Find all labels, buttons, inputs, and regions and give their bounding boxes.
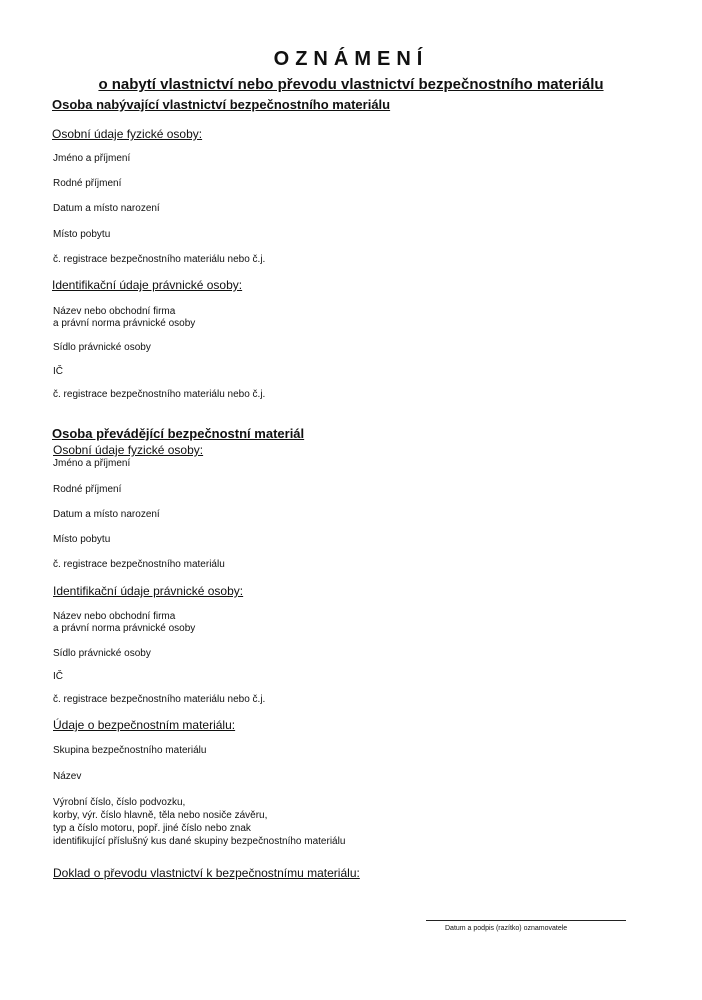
transferor-residence-label: Místo pobytu xyxy=(53,534,111,545)
transferor-birth-date-place-label: Datum a místo narození xyxy=(53,509,160,520)
signature-label: Datum a podpis (razítko) oznamovatele xyxy=(445,925,568,932)
material-serial-label-line-3: typ a číslo motoru, popř. jiné číslo nebo znak xyxy=(53,823,251,834)
acquirer-company-name-label: Název nebo obchodní firma xyxy=(53,306,176,317)
acquirer-heading: Osoba nabývající vlastnictví bezpečnostního materiálu xyxy=(52,97,391,112)
transferor-ico-label: IČ xyxy=(53,671,63,682)
transferor-heading: Osoba převádějící bezpečnostní materiál xyxy=(52,426,305,441)
acquirer-natural-heading: Osobní údaje fyzické osoby: xyxy=(52,127,203,141)
transferor-legal-heading: Identifikační údaje právnické osoby: xyxy=(53,584,244,598)
transferor-birth-surname-label: Rodné příjmení xyxy=(53,484,122,495)
transferor-legal-form-label: a právní norma právnické osoby xyxy=(53,623,196,634)
material-group-label: Skupina bezpečnostního materiálu xyxy=(53,745,207,756)
document-title: OZNÁMENÍ xyxy=(273,48,429,70)
transferor-legal-registration-label: č. registrace bezpečnostního materiálu nebo č.j. xyxy=(53,694,266,705)
transferor-full-name-label: Jméno a příjmení xyxy=(53,458,131,469)
acquirer-legal-form-label: a právní norma právnické osoby xyxy=(53,318,196,329)
transferor-natural-heading: Osobní údaje fyzické osoby: xyxy=(53,443,204,457)
acquirer-seat-label: Sídlo právnické osoby xyxy=(53,342,151,353)
material-name-label: Název xyxy=(53,771,82,782)
transfer-proof-heading: Doklad o převodu vlastnictví k bezpečnostnímu materiálu: xyxy=(53,866,360,880)
acquirer-natural-registration-label: č. registrace bezpečnostního materiálu nebo č.j. xyxy=(53,254,266,265)
signature-line xyxy=(426,920,626,921)
material-serial-label-line-2: korby, výr. číslo hlavně, těla nebo nosiče závěru, xyxy=(53,810,268,821)
acquirer-birth-surname-label: Rodné příjmení xyxy=(53,178,122,189)
acquirer-birth-date-place-label: Datum a místo narození xyxy=(53,203,160,214)
document-subtitle: o nabytí vlastnictví nebo převodu vlastnictví bezpečnostního materiálu xyxy=(98,76,604,93)
material-serial-label-line-1: Výrobní číslo, číslo podvozku, xyxy=(53,797,186,808)
transferor-seat-label: Sídlo právnické osoby xyxy=(53,648,151,659)
material-serial-label-line-4: identifikující příslušný kus dané skupiny bezpečnostního materiálu xyxy=(53,836,346,847)
acquirer-legal-heading: Identifikační údaje právnické osoby: xyxy=(52,278,243,292)
material-heading: Údaje o bezpečnostním materiálu: xyxy=(53,718,236,732)
acquirer-residence-label: Místo pobytu xyxy=(53,229,111,240)
acquirer-full-name-label: Jméno a příjmení xyxy=(53,153,131,164)
transferor-natural-registration-label: č. registrace bezpečnostního materiálu xyxy=(53,559,225,570)
transferor-company-name-label: Název nebo obchodní firma xyxy=(53,611,176,622)
acquirer-ico-label: IČ xyxy=(53,366,63,377)
acquirer-legal-registration-label: č. registrace bezpečnostního materiálu nebo č.j. xyxy=(53,389,266,400)
